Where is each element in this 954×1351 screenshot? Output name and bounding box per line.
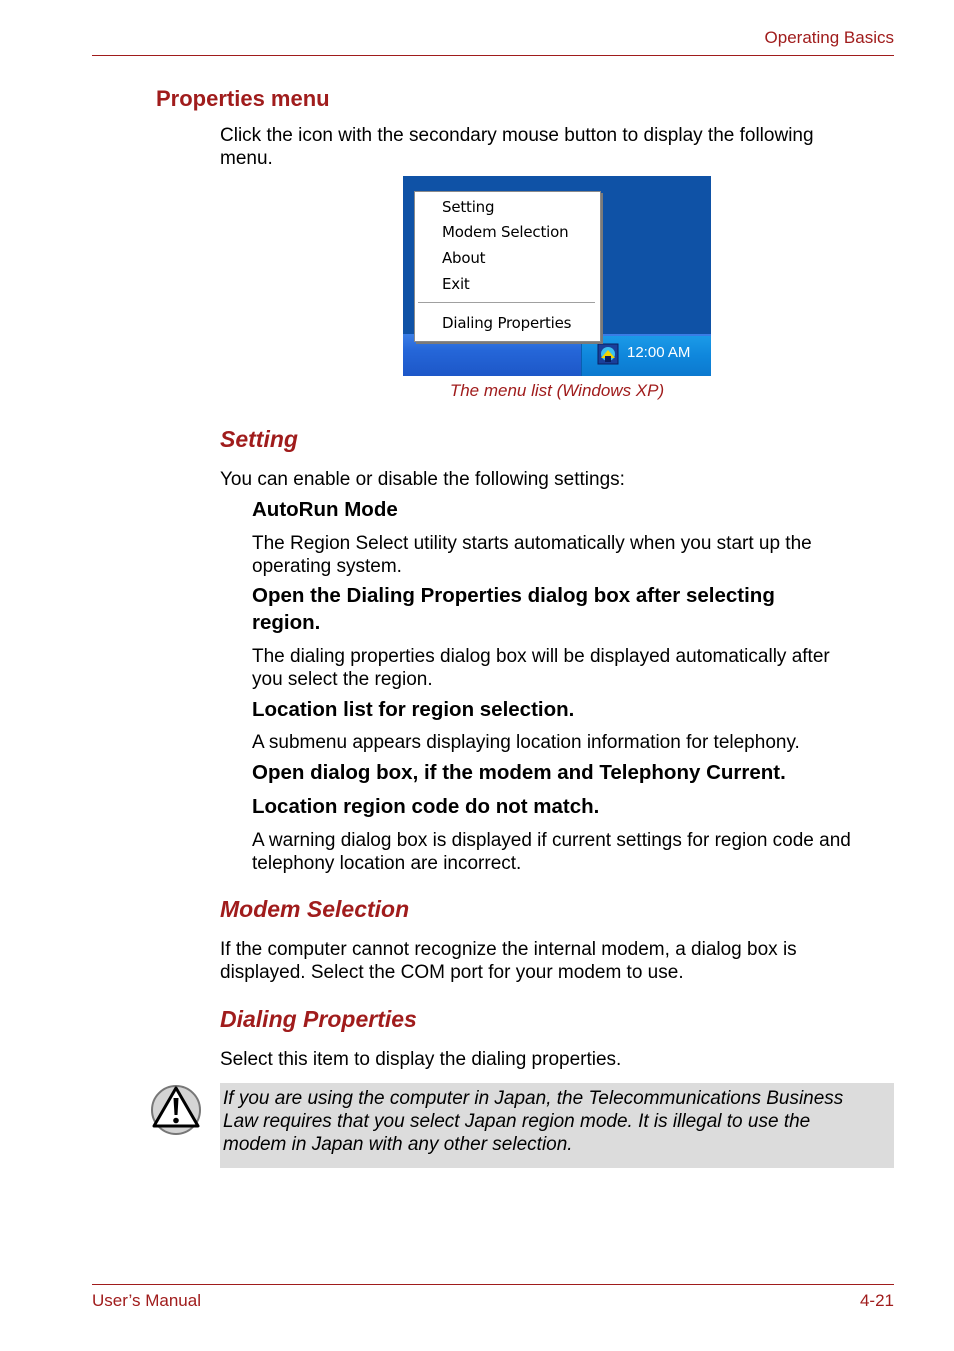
modem-selection-title: Modem Selection: [220, 896, 410, 922]
menu-item-setting[interactable]: Setting: [442, 198, 495, 216]
modem-body-2: displayed. Select the COM port for your modem to use.: [220, 962, 684, 983]
menu-screenshot: [403, 176, 711, 376]
intro-line-2: menu.: [220, 148, 273, 169]
context-menu: [414, 191, 601, 342]
note-text: [223, 1087, 893, 1156]
setting-body-autorun-1: The Region Select utility starts automatically when you start up the: [252, 533, 812, 554]
setting-heading-region-code: Location region code do not match.: [252, 795, 600, 818]
tray-clock: 12:00 AM: [627, 344, 691, 361]
setting-body-region-code-2: telephony location are incorrect.: [252, 853, 522, 874]
setting-heading-open-dialog: Open dialog box, if the modem and Telephony Current.: [252, 761, 786, 784]
note-line-1: If you are using the computer in Japan, the Telecommunications Business: [223, 1088, 844, 1109]
intro-line-1: Click the icon with the secondary mouse button to display the following: [220, 125, 814, 146]
setting-intro: You can enable or disable the following settings:: [220, 469, 625, 490]
setting-heading-dialing-2: region.: [252, 611, 321, 634]
modem-body-1: If the computer cannot recognize the internal modem, a dialog box is: [220, 939, 797, 960]
region-select-tray-icon[interactable]: [595, 341, 621, 367]
setting-body-autorun-2: operating system.: [252, 556, 402, 577]
menu-item-exit[interactable]: Exit: [442, 275, 470, 293]
setting-body-location-list: A submenu appears displaying location information for telephony.: [252, 732, 800, 753]
setting-heading-autorun: AutoRun Mode: [252, 498, 398, 521]
page-number: 4-21: [859, 1291, 894, 1310]
footer-rule: [92, 1284, 894, 1285]
header-rule: [92, 55, 894, 56]
menu-item-dialing-properties[interactable]: Dialing Properties: [442, 314, 572, 332]
setting-heading-location-list: Location list for region selection.: [252, 698, 575, 721]
menu-item-modem-selection[interactable]: Modem Selection: [442, 223, 569, 241]
setting-heading-dialing-1: Open the Dialing Properties dialog box after selecting: [252, 584, 775, 607]
menu-item-about[interactable]: About: [442, 249, 486, 267]
footer-manual-title: User’s Manual: [92, 1291, 201, 1310]
section-title: Properties menu: [156, 86, 330, 111]
warning-icon: [150, 1082, 204, 1136]
note-line-3: modem in Japan with any other selection.: [223, 1134, 573, 1155]
menu-separator: [418, 302, 595, 304]
dialing-body: Select this item to display the dialing properties.: [220, 1049, 622, 1070]
dialing-properties-title: Dialing Properties: [220, 1006, 417, 1032]
note-line-2: Law requires that you select Japan region mode. It is illegal to use the: [223, 1111, 811, 1132]
setting-body-dialing-2: you select the region.: [252, 669, 433, 690]
figure-caption: The menu list (Windows XP): [449, 381, 665, 400]
setting-body-dialing-1: The dialing properties dialog box will be displayed automatically after: [252, 646, 830, 667]
running-header: Operating Basics: [764, 28, 894, 47]
setting-body-region-code-1: A warning dialog box is displayed if current settings for region code and: [252, 830, 851, 851]
setting-title: Setting: [220, 426, 298, 452]
